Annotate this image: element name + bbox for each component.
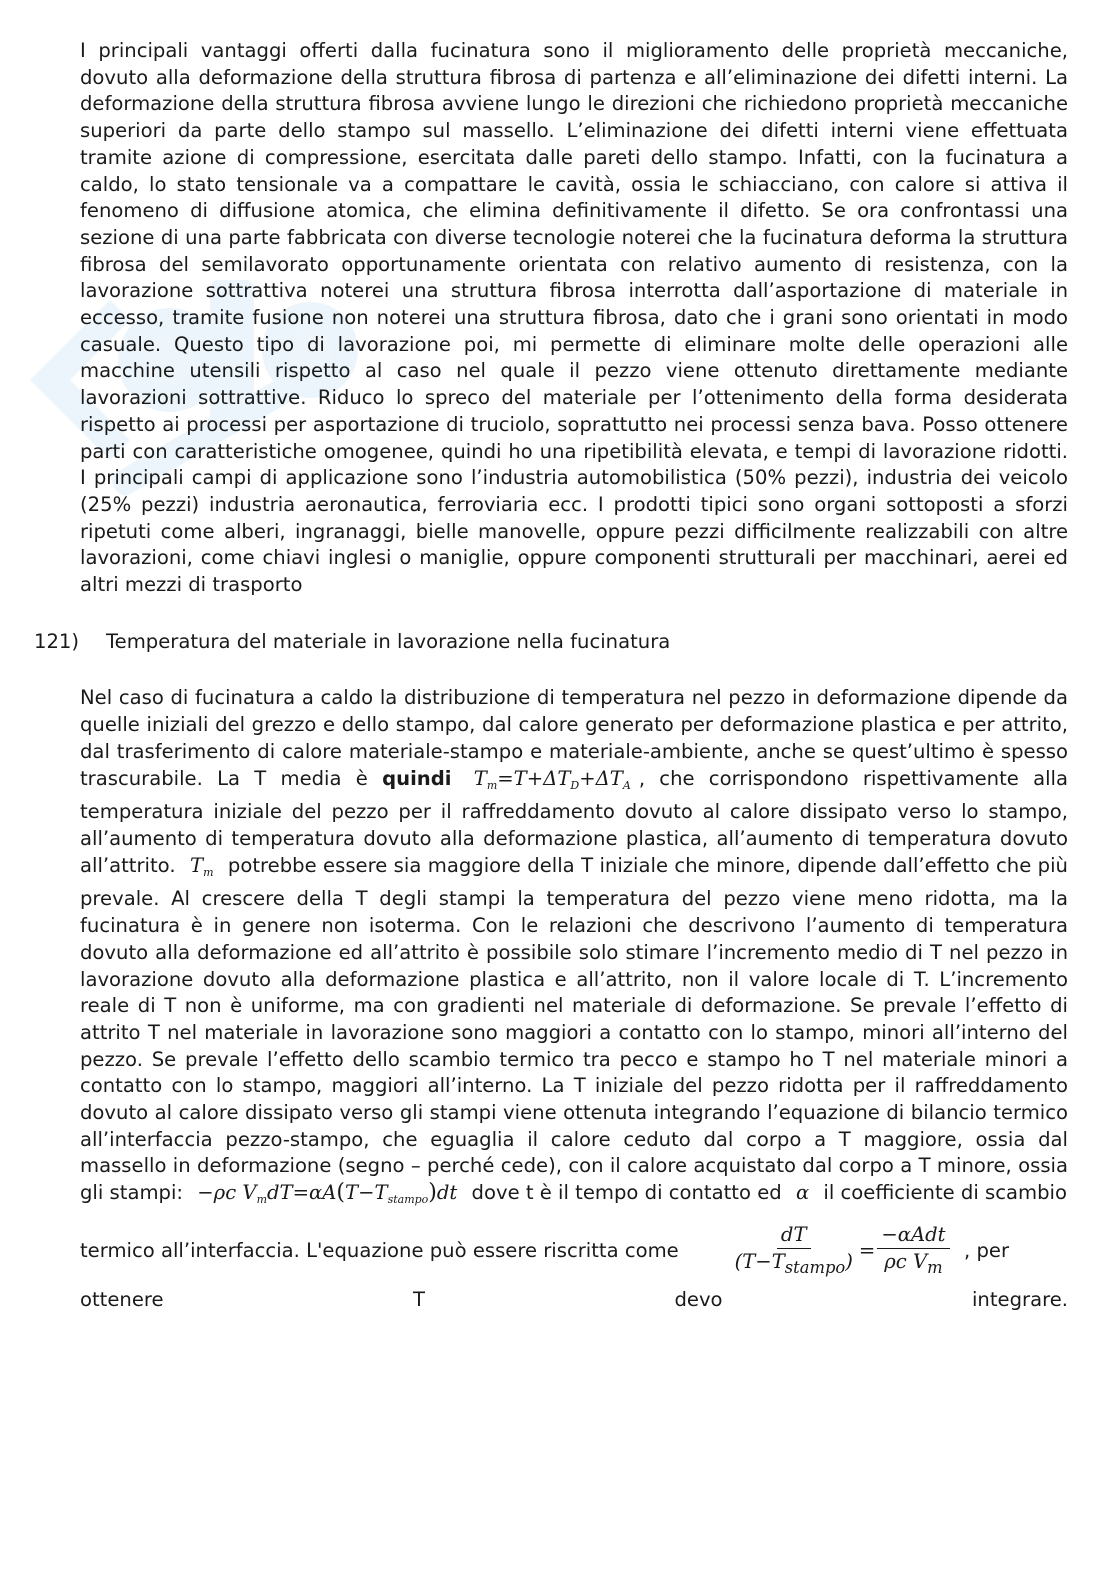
document-page: [34, 38, 1068, 1313]
equals-sign: =: [858, 1238, 876, 1262]
section-number: 121): [34, 629, 80, 653]
text-part4: dove t è il tempo di contatto ed: [471, 1181, 782, 1205]
text-part2: , che corrispondono rispettivamente alla temperatura iniziale del pezzo per il raffreddamento dovuto al calore dissipato verso lo stampo, all’aumento di temperatura dovuto alla deformazione plastica, all’aumento di temperatura dovuto all’attrito.: [80, 766, 1068, 877]
paragraph-rewritten-equation: [80, 1222, 1068, 1281]
text-part6: termico all’interfaccia. L'equazione può essere riscritta come: [80, 1238, 679, 1262]
text-part7: , per: [964, 1238, 1010, 1262]
section-heading: [34, 629, 1068, 656]
formula-tm: $T_m$: [189, 853, 214, 879]
fraction-right: $\frac{\text{−αAdt}}{\rho c V_m}$: [877, 1222, 949, 1281]
text-part3: potrebbe essere sia maggiore della T iniziale che minore, dipende dall’effetto che più prevale. Al crescere della T degli stampi la temperatura del pezzo viene meno ridotta, ma la fucinatura è in genere non isoterma. Con le relazioni che descrivono l’aumento di temperatura dovuto alla deformazione ed all’attrito è possibile solo stimare l’incremento medio di T nel pezzo in lavorazione dovuto alla deformazione plastica e all’attrito, non il valore locale di T. L’incremento reale di T non è uniforme, ma con gradienti nel materiale di deformazione. Se prevale l’effetto di attrito T nel materiale in lavorazione sono maggiori a contatto con lo stampo, minori all’interno del pezzo. Se prevale l’effetto dello scambio termico tra pecco e stampo ho T nel materiale minori a contatto con lo stampo, maggiori all’interno. La T iniziale del pezzo ridotta per il raffreddamento dovuto al calore dissipato verso gli stampi viene ottenuta integrando l’equazione di bilancio termico all’interfaccia pezzo-stampo, che eguaglia il calore ceduto dal corpo a T maggiore, ossia dal massello in deformazione (segno – perché cede), con il calore acquistato dal corpo a T minore, ossia gli stampi:: [80, 853, 1068, 1205]
paragraph-advantages: I principali vantaggi offerti dalla fucinatura sono il miglioramento delle proprietà meccaniche, dovuto alla deformazione della struttura fibrosa di partenza e all’eliminazione dei difetti interni. La deformazione della struttura fibrosa avviene lungo le direzioni che richiedono proprietà meccaniche superiori da parte dello stampo sul massello. L’eliminazione dei difetti interni viene effettuata tramite azione di compressione, esercitata dalle pareti dello stampo. Infatti, con la fucinatura a caldo, lo stato tensionale va a compattare le cavità, ossia le schiacciano, con calore si attiva il fenomeno di diffusione atomica, che elimina definitivamente il difetto. Se ora confrontassi una sezione di una parte fabbricata con diverse tecnologie noterei che la fucinatura deforma la struttura fibrosa del semilavorato opportunamente orientata con relativo aumento di resistenza, con la lavorazione sottrattiva noterei una struttura fibrosa interrotta dall’asportazione di materiale in eccesso, tramite fusione non noterei una struttura fibrosa, dato che i grani sono orientati in modo casuale. Questo tipo di lavorazione poi, mi permette di eliminare molte delle operazioni alle macchine utensili rispetto al caso nel quale il pezzo viene ottenuto direttamente mediante lavorazioni sottrattive. Riduco lo spreco del materiale per l’ottenimento della forma desiderata rispetto ai processi per asportazione di truciolo, soprattutto nei processi senza bava. Posso ottenere parti con caratteristiche omogenee, quindi ho una ripetibilità elevata, e tempi di lavorazione ridotti. I principali campi di applicazione sono l’industria automobilistica (50% pezzi), industria dei veicolo (25% pezzi) industria aeronautica, ferroviaria ecc. I prodotti tipici sono organi sottoposti a sforzi ripetuti come alberi, ingranaggi, bielle manovelle, oppure pezzi difficilmente realizzabili con altre lavorazioni, come chiavi inglesi o maniglie, oppure componenti strutturali per macchinari, aerei ed altri mezzi di trasporto: [80, 39, 1068, 597]
formula-mean-temperature: $T_m=T+\Delta T_D+\Delta T_A$: [473, 766, 631, 792]
formula-heat-balance: −ρc $V_mdT=\alpha A(T-T_{stampo})dt$: [197, 1180, 458, 1207]
section-title: Temperatura del materiale in lavorazione nella fucinatura: [106, 629, 671, 653]
bold-word: quindi: [382, 766, 452, 790]
formula-alpha: α: [795, 1181, 810, 1205]
text-part1: Nel caso di fucinatura a caldo la distribuzione di temperatura nel pezzo in deformazione dipende da quelle iniziali del grezzo e dello stampo, dal calore generato per deformazione plastica e per attrito, dal trasferimento di calore materiale-stampo e materiale-ambiente, anche se quest’ultimo è spesso trascurabile. La T media è: [80, 686, 1068, 790]
paragraph-temperature: [80, 685, 1068, 1213]
fraction-left: $\frac{dT}{(T-T_{stampo})}$: [734, 1222, 853, 1277]
paragraph-final-line: ottenere T devo integrare.: [80, 1287, 1068, 1311]
text-part5: il coefficiente di scambio: [823, 1181, 1067, 1205]
